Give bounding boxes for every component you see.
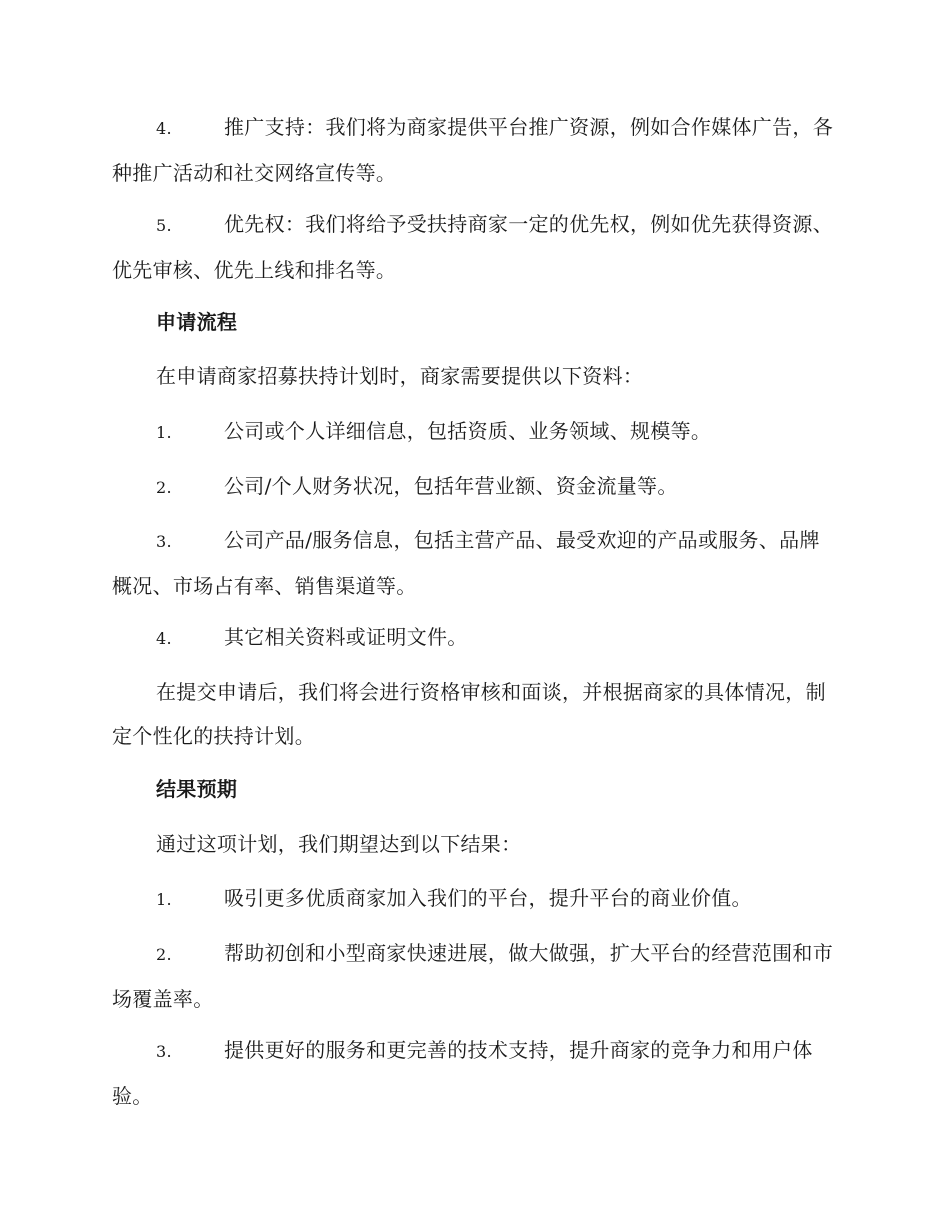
list-item: [112, 202, 837, 292]
list-item: [112, 464, 837, 510]
paragraph: 通过这项计划，我们期望达到以下结果：: [156, 832, 522, 856]
list-text: 吸引更多优质商家加入我们的平台，提升平台的商业价值。: [224, 886, 752, 910]
list-item: [112, 931, 837, 1021]
list-text: 其它相关资料或证明文件。: [224, 625, 468, 649]
list-number: 4.: [156, 119, 172, 138]
list-item: [112, 105, 837, 195]
list-number: 5.: [156, 216, 172, 235]
section-heading-results: 结果预期: [156, 777, 238, 801]
list-item: [112, 409, 837, 455]
list-item: [112, 1028, 837, 1118]
list-number: 3.: [156, 532, 172, 551]
list-text: 提供更好的服务和更完善的技术支持，提升商家的竞争力和用户体验。: [112, 1038, 813, 1108]
list-text: 公司或个人详细信息，包括资质、业务领域、规模等。: [224, 419, 712, 443]
list-number: 2.: [156, 478, 172, 497]
section-heading-application: 申请流程: [156, 310, 238, 334]
list-number: 1.: [156, 423, 172, 442]
list-text: 公司/个人财务状况，包括年营业额、资金流量等。: [224, 474, 678, 498]
list-item: [112, 615, 837, 661]
list-text: 优先权：我们将给予受扶持商家一定的优先权，例如优先获得资源、优先审核、优先上线和排名等。: [112, 212, 833, 282]
list-text: 推广支持：我们将为商家提供平台推广资源，例如合作媒体广告，各种推广活动和社交网络宣传等。: [112, 115, 833, 185]
list-text: 帮助初创和小型商家快速进展，做大做强，扩大平台的经营范围和市场覆盖率。: [112, 941, 833, 1011]
list-number: 1.: [156, 890, 172, 909]
list-item: [112, 518, 837, 608]
list-item: [112, 876, 837, 922]
list-number: 3.: [156, 1042, 172, 1061]
list-number: 4.: [156, 629, 172, 648]
paragraph: 在提交申请后，我们将会进行资格审核和面谈，并根据商家的具体情况，制定个性化的扶持计划。: [112, 680, 826, 748]
list-text: 公司产品/服务信息，包括主营产品、最受欢迎的产品或服务、品牌概况、市场占有率、销售渠道等。: [112, 528, 820, 598]
paragraph: 在申请商家招募扶持计划时，商家需要提供以下资料：: [156, 364, 644, 388]
list-number: 2.: [156, 945, 172, 964]
